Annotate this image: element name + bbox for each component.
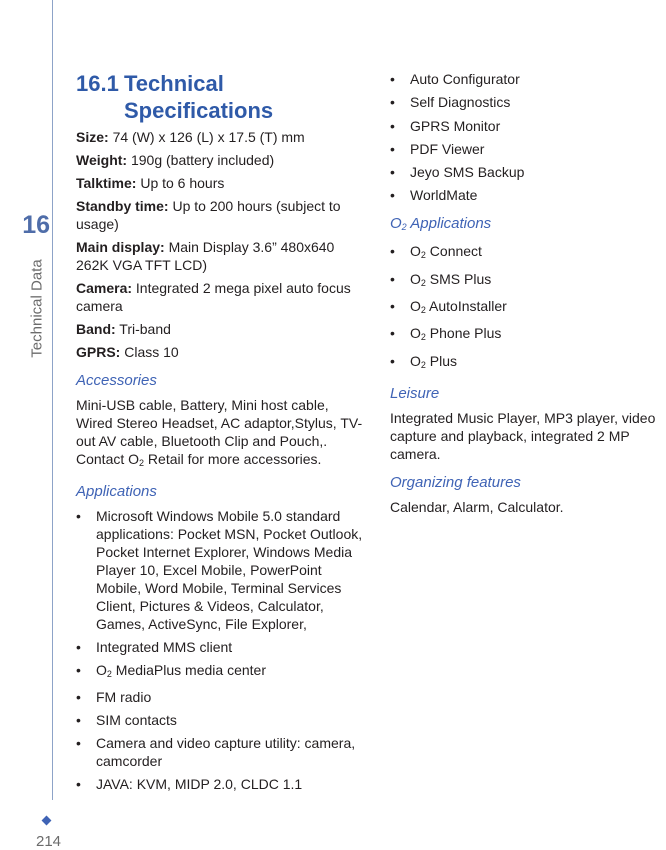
page-number: 214 <box>36 833 62 850</box>
o2-applications-list <box>390 242 666 373</box>
chapter-number: 16 <box>22 211 50 239</box>
accessories-heading: Accessories <box>76 372 157 389</box>
section-title-line1: Technical <box>124 71 224 96</box>
list-item: • $O_2$ Phone Plus <box>390 324 666 346</box>
list-item: • Camera and video capture utility: camera, camcorder <box>76 734 368 770</box>
spec-band: Band: Tri-band <box>76 321 171 337</box>
section-title-line2: Specifications <box>124 98 274 123</box>
left-column <box>76 70 368 798</box>
list-item: • GPRS Monitor <box>390 117 666 135</box>
organizing-heading: Organizing features <box>390 473 521 491</box>
spec-display: Main display: Main Display 3.6” 480x640 262K VGA TFT LCD) <box>76 239 335 273</box>
list-item: • $O_2$ MediaPlus media center <box>76 661 368 683</box>
section-number: 16.1 <box>76 71 119 96</box>
list-item: • Self Diagnostics <box>390 93 666 111</box>
spec-gprs: GPRS: Class 10 <box>76 344 179 360</box>
list-item: • WorldMate <box>390 186 666 204</box>
list-item: • SIM contacts <box>76 711 368 729</box>
spec-list <box>76 128 368 361</box>
leisure-text: Integrated Music Player, MP3 player, video capture and playback, integrated 2 MP camera. <box>390 409 656 462</box>
spec-camera: Camera: Integrated 2 mega pixel auto focus camera <box>76 280 351 314</box>
spec-standby: Standby time: Up to 200 hours (subject to usage) <box>76 198 341 232</box>
right-column <box>390 70 666 516</box>
spec-size: Size: 74 (W) x 126 (L) x 17.5 (T) mm <box>76 129 305 145</box>
list-item: • PDF Viewer <box>390 140 666 158</box>
applications-heading: Applications <box>76 483 157 500</box>
list-item: • JAVA: KVM, MIDP 2.0, CLDC 1.1 <box>76 775 368 793</box>
list-item: • Microsoft Windows Mobile 5.0 standard applications: Pocket MSN, Pocket Outlook, Pocket Internet Explorer, Windows Media Player 10, Excel Mobile, PowerPoint Mobile, Word Mobile, Terminal Services Client, Pictures & Videos, Calculator, Games, ActiveSync, File Explorer, <box>76 507 368 633</box>
list-item: • $O_2$ Plus <box>390 352 666 374</box>
list-item: • FM radio <box>76 688 368 706</box>
spec-talktime: Talktime: Up to 6 hours <box>76 175 225 191</box>
list-item: • $O_2$ SMS Plus <box>390 270 666 292</box>
section-title <box>76 70 368 124</box>
organizing-text: Calendar, Alarm, Calculator. <box>390 498 564 515</box>
spec-weight: Weight: 190g (battery included) <box>76 152 275 168</box>
leisure-heading: Leisure <box>390 384 440 402</box>
list-item: • $O_2$ AutoInstaller <box>390 297 666 319</box>
o2-applications-heading: $O_2$ Applications <box>390 215 492 233</box>
list-item: • Auto Configurator <box>390 70 666 88</box>
accessories-text: Mini-USB cable, Battery, Mini host cable, Wired Stereo Headset, AC adaptor,Stylus, TV-out AV cable, Bluetooth Clip and Pouch,. Contact $O_2$ Retail for more accessories. <box>76 397 363 468</box>
list-item: • Jeyo SMS Backup <box>390 163 666 181</box>
diamond-icon <box>42 816 52 826</box>
chapter-label: Technical Data <box>28 259 46 358</box>
list-item: • Integrated MMS client <box>76 638 368 656</box>
tools-list <box>390 70 666 204</box>
list-item: • $O_2$ Connect <box>390 242 666 264</box>
margin-rule <box>52 0 53 800</box>
applications-list <box>76 507 368 793</box>
